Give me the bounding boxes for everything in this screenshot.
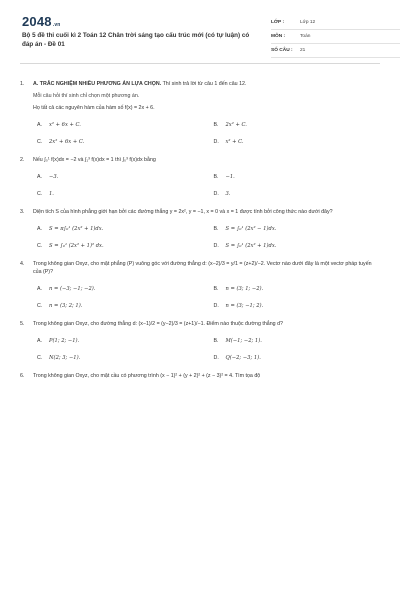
logo-suffix: .vn: [52, 22, 61, 28]
options: [33, 285, 380, 310]
exam-content: [20, 80, 380, 380]
question-1: [20, 104, 380, 146]
option-value: x² + C.: [225, 139, 244, 145]
question-text: Nếu ∫₀¹ f(x)dx = −2 và ∫₁³ f(x)dx = 1 thì ∫₀³ f(x)dx bằng: [33, 157, 156, 163]
question-text: Diện tích S của hình phẳng giới hạn bởi các đường thẳng y = 2x², y = −1, x = 0 và x = 1 được tính bởi công thức nào dưới đây?: [33, 209, 333, 215]
question-number: 1.: [20, 81, 25, 87]
info-value: 21: [300, 48, 306, 53]
question-6: [20, 372, 380, 380]
option-letter: A.: [37, 286, 43, 292]
option-letter: B.: [213, 286, 219, 292]
option-letter: B.: [213, 122, 219, 128]
info-key: LỚP :: [271, 20, 285, 25]
section-heading: [20, 80, 380, 88]
option-value: n = (−3; −1; −2).: [49, 286, 96, 292]
option-value: S = ∫₀¹ (2x² + 1)dx.: [225, 243, 277, 249]
option-letter: C.: [37, 243, 43, 249]
option-value: S = ∫₀¹ (2x² + 1)² dx.: [49, 243, 104, 249]
option-d[interactable]: [214, 354, 381, 362]
option-value: Q(−2; −3; 1).: [225, 355, 261, 361]
option-letter: A.: [37, 338, 43, 344]
options: [33, 337, 380, 362]
option-letter: C.: [37, 191, 43, 197]
question-number: 2.: [20, 157, 25, 163]
question-number: 3.: [20, 209, 25, 215]
question-number: 6.: [20, 373, 25, 379]
option-letter: B.: [213, 174, 219, 180]
info-key: MÔN :: [271, 34, 286, 39]
option-value: S = π∫₀¹ (2x² + 1)dx.: [49, 226, 104, 232]
option-a[interactable]: [37, 173, 204, 181]
option-value: x² + 6x + C.: [49, 122, 81, 128]
option-value: −1.: [225, 174, 235, 180]
option-value: n = (3; 1; −2).: [225, 286, 264, 292]
option-c[interactable]: [37, 190, 204, 198]
question-5: [20, 320, 380, 362]
option-b[interactable]: [214, 337, 381, 345]
option-letter: A.: [37, 226, 43, 232]
document-title: Bộ 5 đề thi cuối kì 2 Toán 12 Chân trời sáng tạo cấu trúc mới (có tự luận) có đáp án - Đề 01: [22, 32, 250, 48]
option-value: 3.: [225, 191, 231, 197]
option-b[interactable]: [214, 121, 381, 129]
option-letter: C.: [37, 355, 43, 361]
option-letter: B.: [213, 226, 219, 232]
options: [33, 121, 380, 146]
question-text: Trong không gian Oxyz, cho mặt phẳng (P) vuông góc với đường thẳng d: (x−2)/3 = y/1 = (z+2)/−2. Vectơ nào dưới đây là một vectơ pháp tuyến của (P)?: [33, 261, 372, 275]
question-number: 5.: [20, 321, 25, 327]
info-row-subject: [271, 30, 400, 44]
option-value: −3.: [49, 174, 59, 180]
option-value: n = (3; 2; 1).: [49, 303, 83, 309]
question-2: [20, 156, 380, 198]
question-text: Họ tất cả các nguyên hàm của hàm số f(x) = 2x + 6.: [33, 105, 155, 111]
logo-text: 2048: [22, 14, 52, 29]
option-a[interactable]: [37, 225, 204, 233]
option-c[interactable]: [37, 354, 204, 362]
option-a[interactable]: [37, 285, 204, 293]
info-value: Lớp 12: [300, 20, 316, 25]
option-letter: D.: [213, 355, 219, 361]
option-b[interactable]: [214, 173, 381, 181]
info-key: SỐ CÂU :: [271, 48, 293, 53]
option-value: 2x² + 6x + C.: [49, 139, 85, 145]
option-c[interactable]: [37, 302, 204, 310]
option-value: 2x² + C.: [225, 122, 247, 128]
option-value: M(−1; −2; 1).: [225, 338, 262, 344]
site-logo[interactable]: [22, 14, 61, 29]
options: [33, 225, 380, 250]
question-text: Trong không gian Oxyz, cho đường thẳng d: (x−1)/2 = (y−2)/3 = (z+1)/−1. Điểm nào thuộc đường thẳng d?: [33, 321, 283, 327]
option-letter: C.: [37, 303, 43, 309]
option-value: S = ∫₀¹ (2x² − 1)dx.: [225, 226, 277, 232]
option-letter: D.: [213, 243, 219, 249]
info-value: Toán: [300, 34, 311, 39]
option-b[interactable]: [214, 225, 381, 233]
option-letter: C.: [37, 139, 43, 145]
option-letter: D.: [213, 303, 219, 309]
option-letter: B.: [213, 338, 219, 344]
section-instruction: Thí sinh trả lời từ câu 1 đến câu 12.: [162, 81, 247, 87]
option-a[interactable]: [37, 121, 204, 129]
option-d[interactable]: [214, 138, 381, 146]
option-value: n = (3; −1; 2).: [225, 303, 264, 309]
question-4: [20, 260, 380, 310]
option-c[interactable]: [37, 138, 204, 146]
option-letter: D.: [213, 191, 219, 197]
option-letter: D.: [213, 139, 219, 145]
option-a[interactable]: [37, 337, 204, 345]
question-number: 4.: [20, 261, 25, 267]
option-b[interactable]: [214, 285, 381, 293]
option-value: N(2; 3; −1).: [49, 355, 81, 361]
info-row-class: [271, 16, 400, 30]
page-header: [20, 0, 380, 64]
section-note: Mỗi câu hỏi thí sinh chỉ chọn một phương án.: [33, 93, 140, 99]
option-value: 1.: [49, 191, 54, 197]
question-3: [20, 208, 380, 250]
section-title: A. TRẮC NGHIỆM NHIỀU PHƯƠNG ÁN LỰA CHỌN.: [33, 81, 162, 87]
option-d[interactable]: [214, 190, 381, 198]
option-letter: A.: [37, 174, 43, 180]
option-d[interactable]: [214, 302, 381, 310]
exam-info: [271, 16, 400, 58]
question-text: Trong không gian Oxyz, cho mặt cầu có phương trình (x − 1)² + (y + 2)² + (z − 3)² = 4. Tìm tọa độ: [33, 373, 261, 379]
option-c[interactable]: [37, 242, 204, 250]
option-letter: A.: [37, 122, 43, 128]
option-d[interactable]: [214, 242, 381, 250]
options: [33, 173, 380, 198]
option-value: P(1; 2; −1).: [49, 338, 80, 344]
info-row-count: [271, 44, 400, 58]
